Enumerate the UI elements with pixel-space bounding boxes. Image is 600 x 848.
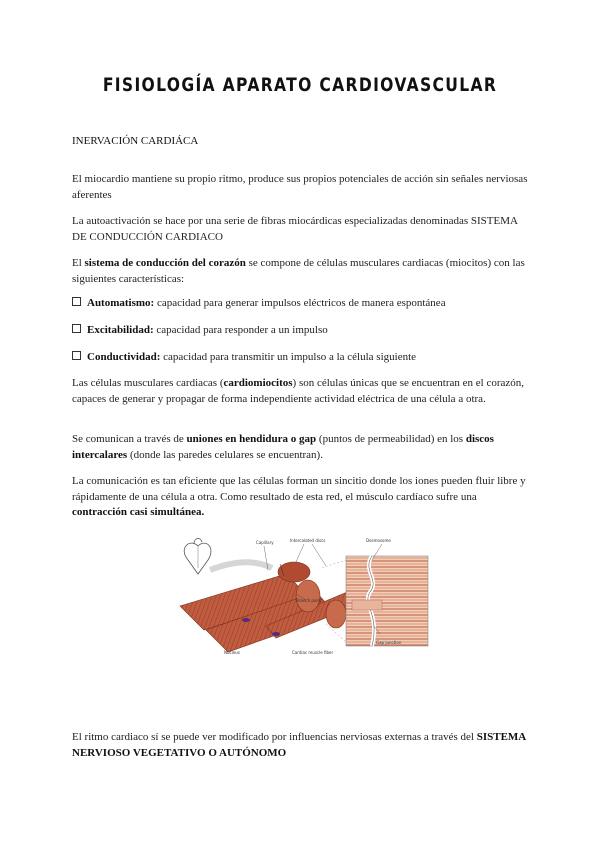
zoom-arrow bbox=[210, 562, 272, 570]
bullet-item bbox=[72, 296, 532, 311]
paragraph-5-post: (donde las paredes celulares se encuentran). bbox=[127, 448, 323, 461]
paragraph-7-bold: SISTEMA NERVIOSO VEGETATIVO O AUTÓNOMO bbox=[72, 731, 526, 759]
paragraph-4 bbox=[72, 376, 530, 407]
label-branch-point: Branch point bbox=[296, 598, 322, 603]
label-intercalated-discs: Intercalated discs bbox=[290, 538, 326, 543]
paragraph-3-bold: sistema de conducción del corazón bbox=[84, 257, 246, 269]
paragraph-5 bbox=[72, 432, 530, 463]
paragraph-6-bold: contracción casi simultánea. bbox=[72, 506, 205, 518]
bullet-term: Excitabilidad: bbox=[87, 324, 154, 336]
label-gap-junction: Gap junction bbox=[376, 640, 402, 645]
checkbox-icon bbox=[72, 324, 81, 333]
paragraph-6-pre: La comunicación es tan eficiente que las células forman un sincitio donde los iones pueden fluir libre y rápidamente de una célula a otra. Como resultado de esta red, el músculo cardíaco sufre una bbox=[72, 475, 526, 503]
paragraph-3 bbox=[72, 256, 530, 287]
bullet-text: capacidad para generar impulsos eléctricos de manera espontánea bbox=[154, 297, 446, 309]
paragraph-4-post: ) son células únicas que se encuentran en el corazón, capaces de generar y propagar de forma independiente actividad eléctrica de una célula a otra. bbox=[72, 377, 525, 405]
label-capillary: Capillary bbox=[256, 540, 274, 545]
checkbox-icon bbox=[72, 297, 81, 306]
paragraph-4-bold: cardiomiocitos bbox=[223, 377, 293, 389]
paragraph-5-mid: (puntos de permeabilidad) en los bbox=[316, 433, 466, 445]
cardiac-muscle-figure bbox=[176, 530, 432, 662]
paragraph-1: El miocardio mantiene su propio ritmo, produce sus propios potenciales de acción sin señales nerviosas aferentes bbox=[72, 173, 528, 201]
section-heading: INERVACIÓN CARDIÁCA bbox=[72, 135, 199, 147]
page-title: FISIOLOGÍA APARATO CARDIOVASCULAR bbox=[102, 74, 498, 96]
paragraph-2: La autoactivación se hace por una serie de fibras miocárdicas especializadas denominadas SISTEMA DE CONDUCCIÓN CARDIACO bbox=[72, 215, 518, 243]
label-cardiac-muscle-fiber: Cardiac muscle fiber bbox=[292, 650, 334, 655]
paragraph-5-bold-2: discos intercalares bbox=[72, 433, 494, 461]
paragraph-5-pre: Se comunican a través de bbox=[72, 433, 187, 445]
heart-icon bbox=[184, 538, 211, 574]
paragraph-3-pre: El bbox=[72, 257, 85, 269]
paragraph-5-bold-1: uniones en hendidura o gap bbox=[186, 433, 317, 445]
bullet-item bbox=[72, 350, 532, 365]
paragraph-7-pre: El ritmo cardiaco sí se puede ver modificado por influencias nerviosas externas a través del bbox=[72, 731, 477, 743]
bullet-term: Conductividad: bbox=[87, 351, 161, 363]
bullet-item bbox=[72, 323, 532, 338]
paragraph-3-post: se compone de células musculares cardiacas (miocitos) con las siguientes características: bbox=[72, 257, 525, 285]
paragraph-7 bbox=[72, 730, 530, 761]
paragraph-6 bbox=[72, 474, 530, 521]
bullet-term: Automatismo: bbox=[87, 297, 155, 309]
label-desmosome: Desmosome bbox=[366, 538, 391, 543]
muscle-fibers bbox=[180, 562, 360, 652]
paragraph-4-pre: Las células musculares cardiacas ( bbox=[72, 377, 224, 389]
checkbox-icon bbox=[72, 351, 81, 360]
bullet-text: capacidad para transmitir un impulso a la célula siguiente bbox=[160, 351, 417, 363]
bullet-text: capacidad para responder a un impulso bbox=[153, 324, 328, 336]
label-nucleus: Nucleus bbox=[224, 650, 240, 655]
